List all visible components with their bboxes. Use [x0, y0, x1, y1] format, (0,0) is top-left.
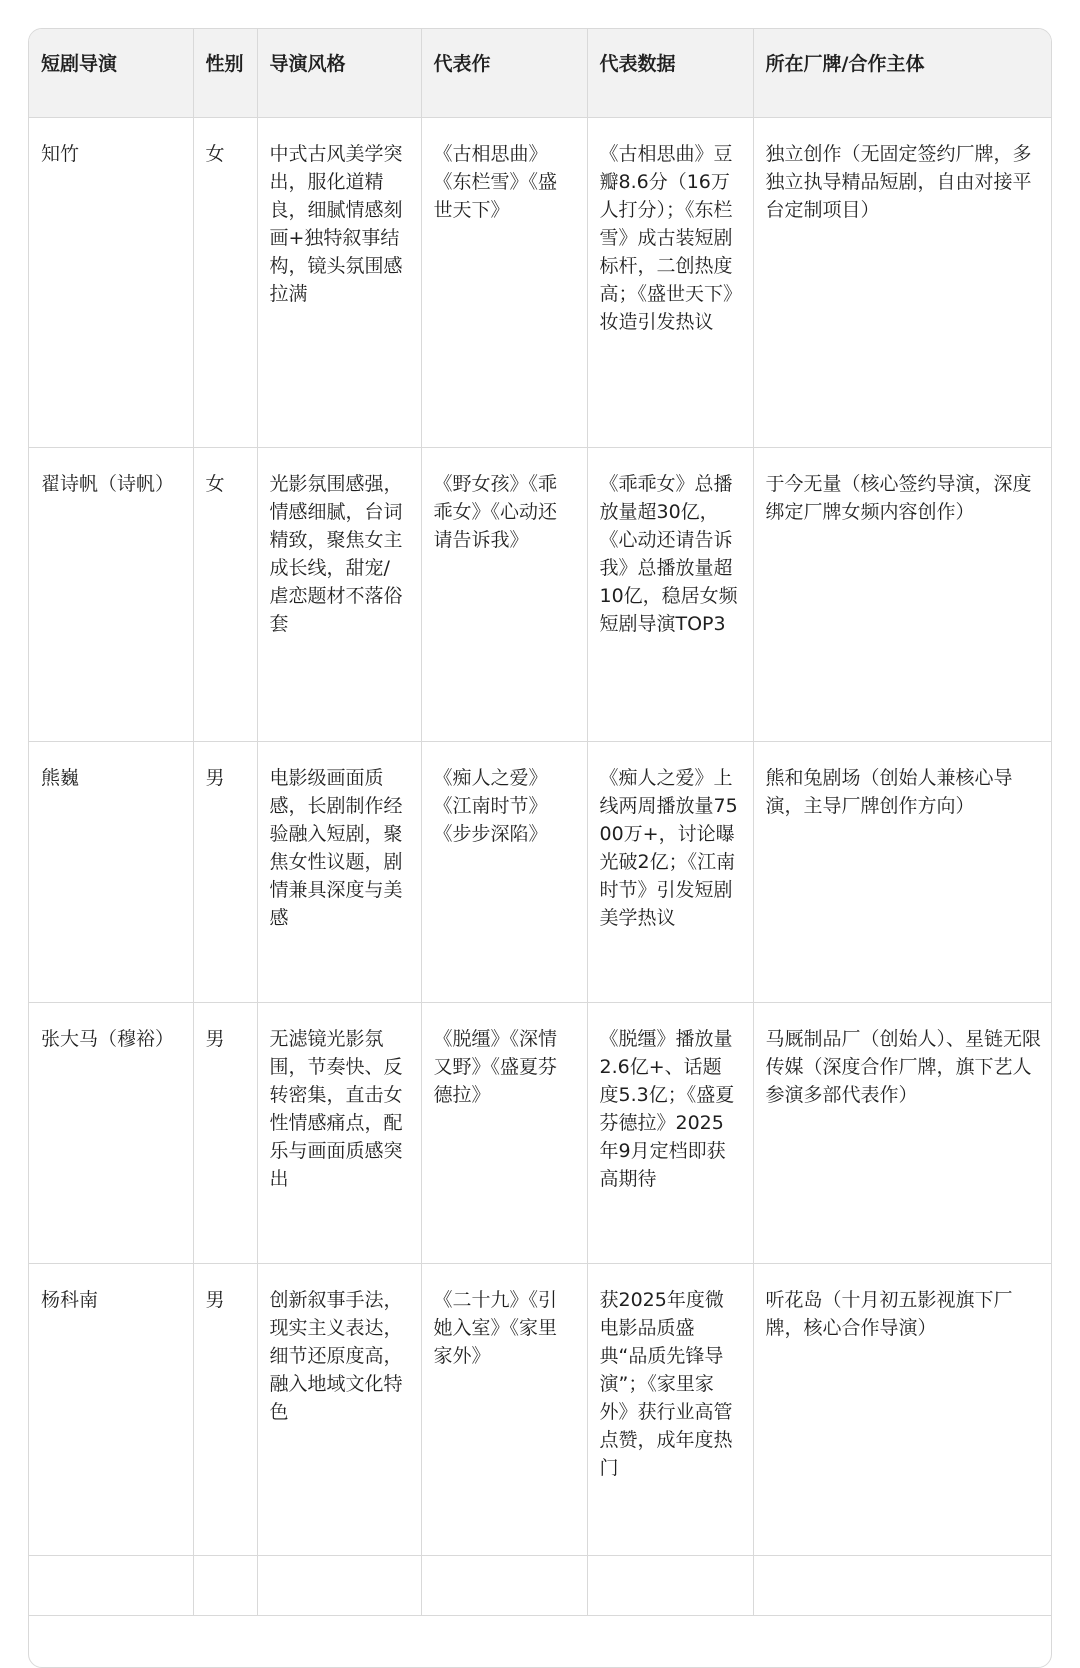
cell-director: 熊巍	[29, 741, 193, 1002]
cell-works: 《脱缰》《深情又野》《盛夏芬德拉》	[421, 1002, 587, 1263]
cell-gender: 女	[193, 117, 257, 447]
table-row-partial	[29, 1555, 1052, 1615]
header-data: 代表数据	[587, 29, 753, 117]
cell-gender: 男	[193, 1263, 257, 1555]
cell-empty	[29, 1555, 193, 1615]
cell-empty	[257, 1555, 421, 1615]
cell-director: 杨科南	[29, 1263, 193, 1555]
table-row	[29, 117, 1052, 447]
cell-style: 无滤镜光影氛围，节奏快、反转密集，直击女性情感痛点，配乐与画面质感突出	[257, 1002, 421, 1263]
header-works: 代表作	[421, 29, 587, 117]
header-row	[29, 29, 1052, 117]
cell-style: 中式古风美学突出，服化道精良，细腻情感刻画+独特叙事结构，镜头氛围感拉满	[257, 117, 421, 447]
table-body	[29, 117, 1052, 1615]
cell-works: 《古相思曲》《东栏雪》《盛世天下》	[421, 117, 587, 447]
header-style: 导演风格	[257, 29, 421, 117]
cell-style: 光影氛围感强，情感细腻，台词精致，聚焦女主成长线，甜宠/虐恋题材不落俗套	[257, 447, 421, 741]
cell-data: 获2025年度微电影品质盛典“品质先锋导演”；《家里家外》获行业高管点赞，成年度热门	[587, 1263, 753, 1555]
cell-studio: 马厩制品厂（创始人）、星链无限传媒（深度合作厂牌，旗下艺人参演多部代表作）	[753, 1002, 1052, 1263]
cell-empty	[587, 1555, 753, 1615]
cell-gender: 女	[193, 447, 257, 741]
cell-studio: 于今无量（核心签约导演，深度绑定厂牌女频内容创作）	[753, 447, 1052, 741]
cell-data: 《痴人之爱》上线两周播放量7500万+，讨论曝光破2亿；《江南时节》引发短剧美学热议	[587, 741, 753, 1002]
directors-table-container	[28, 28, 1052, 1668]
cell-gender: 男	[193, 741, 257, 1002]
cell-works: 《痴人之爱》《江南时节》《步步深陷》	[421, 741, 587, 1002]
table-row	[29, 447, 1052, 741]
header-director: 短剧导演	[29, 29, 193, 117]
cell-data: 《古相思曲》豆瓣8.6分（16万人打分）；《东栏雪》成古装短剧标杆，二创热度高；《盛世天下》妆造引发热议	[587, 117, 753, 447]
cell-style: 创新叙事手法，现实主义表达，细节还原度高，融入地域文化特色	[257, 1263, 421, 1555]
cell-empty	[421, 1555, 587, 1615]
table-row	[29, 1002, 1052, 1263]
cell-works: 《野女孩》《乖乖女》《心动还请告诉我》	[421, 447, 587, 741]
table-row	[29, 1263, 1052, 1555]
table-row	[29, 741, 1052, 1002]
cell-gender: 男	[193, 1002, 257, 1263]
cell-director: 翟诗帆（诗帆）	[29, 447, 193, 741]
cell-empty	[753, 1555, 1052, 1615]
cell-director: 知竹	[29, 117, 193, 447]
cell-director: 张大马（穆裕）	[29, 1002, 193, 1263]
cell-studio: 听花岛（十月初五影视旗下厂牌，核心合作导演）	[753, 1263, 1052, 1555]
cell-data: 《脱缰》播放量2.6亿+、话题度5.3亿；《盛夏芬德拉》2025年9月定档即获高期待	[587, 1002, 753, 1263]
cell-style: 电影级画面质感，长剧制作经验融入短剧，聚焦女性议题，剧情兼具深度与美感	[257, 741, 421, 1002]
cell-empty	[193, 1555, 257, 1615]
header-gender: 性别	[193, 29, 257, 117]
directors-table	[29, 29, 1052, 1616]
cell-studio: 独立创作（无固定签约厂牌，多独立执导精品短剧，自由对接平台定制项目）	[753, 117, 1052, 447]
cell-data: 《乖乖女》总播放量超30亿，《心动还请告诉我》总播放量超10亿，稳居女频短剧导演TOP3	[587, 447, 753, 741]
header-studio: 所在厂牌/合作主体	[753, 29, 1052, 117]
table-header	[29, 29, 1052, 117]
cell-works: 《二十九》《引她入室》《家里家外》	[421, 1263, 587, 1555]
cell-studio: 熊和兔剧场（创始人兼核心导演，主导厂牌创作方向）	[753, 741, 1052, 1002]
